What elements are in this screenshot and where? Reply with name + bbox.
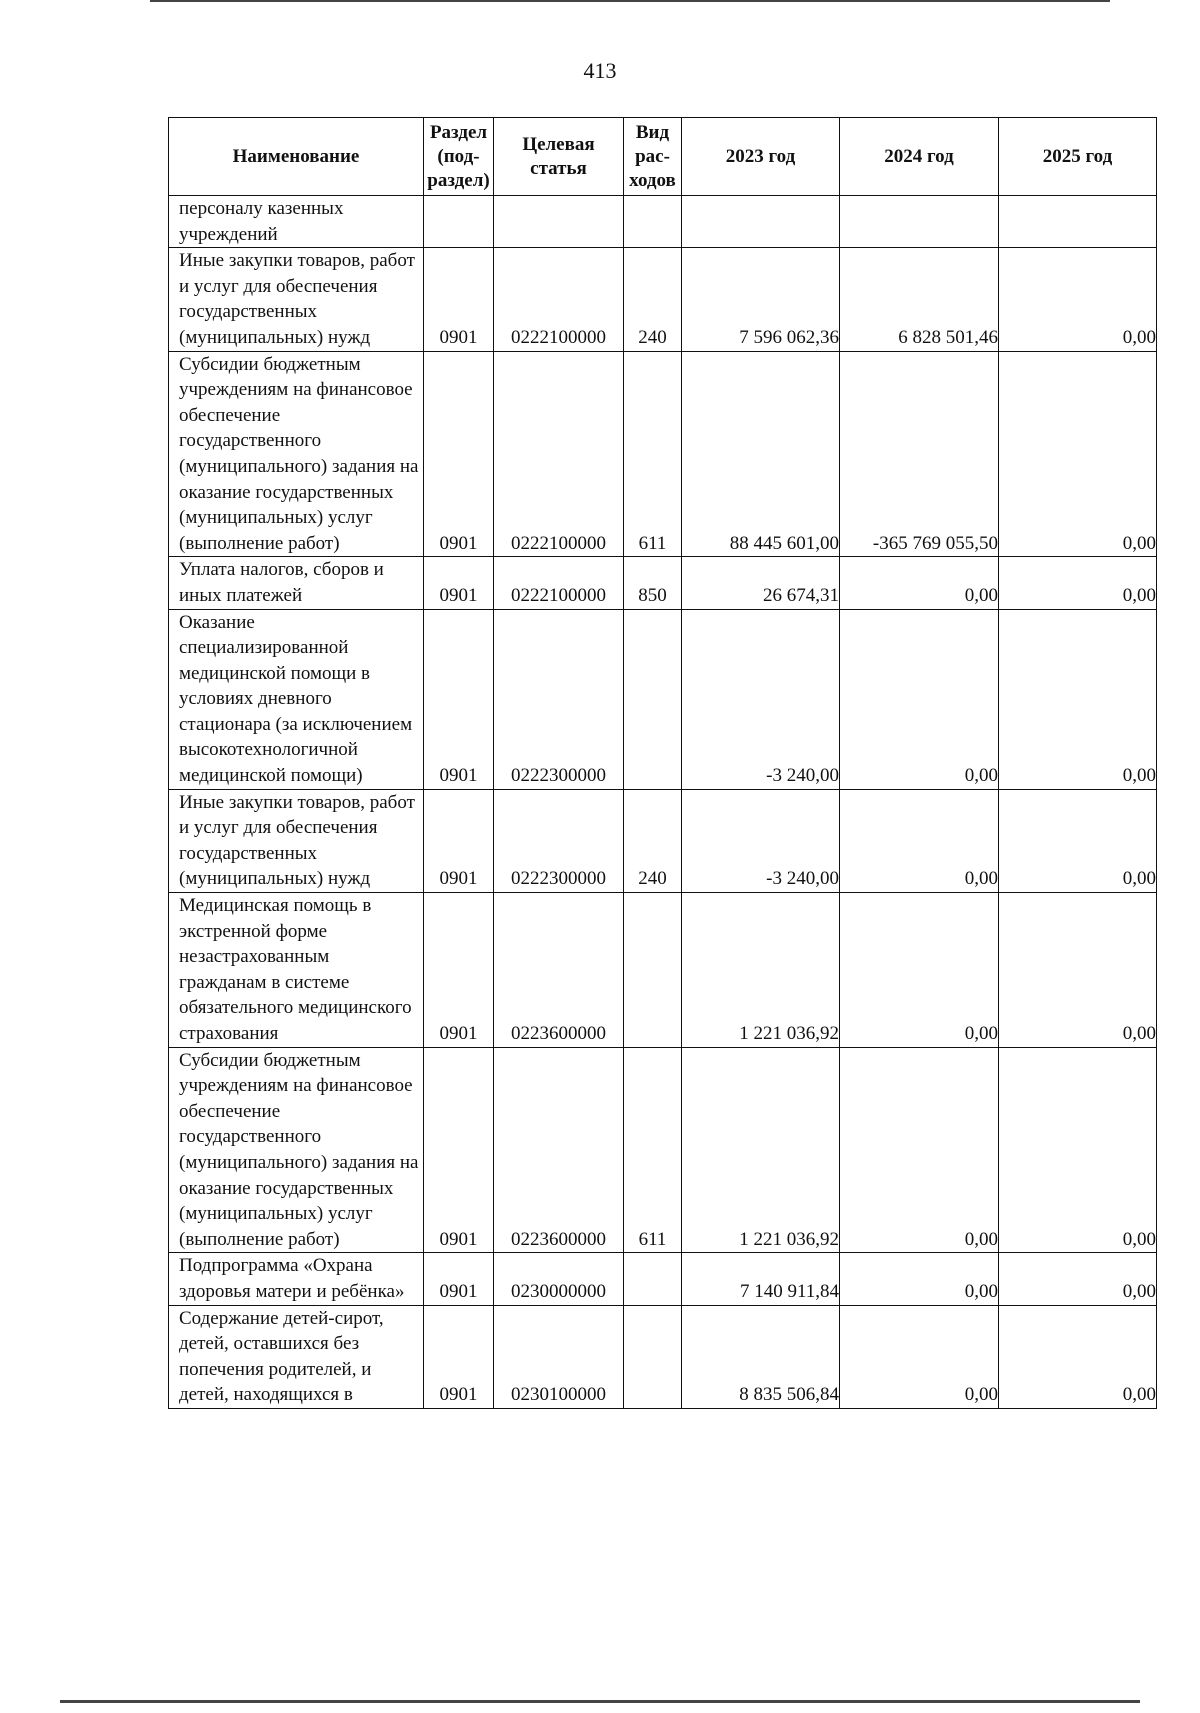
row-target <box>494 196 624 248</box>
row-name: Субсидии бюджетным учреждениям на финансовое обеспечение государственного (муниципального) задания на оказание государственных (муниципальных) услуг (выполнение работ) <box>169 1047 424 1253</box>
header-kind: Вид рас-ходов <box>624 118 682 196</box>
row-kind <box>624 196 682 248</box>
row-kind: 850 <box>624 557 682 609</box>
row-name: Субсидии бюджетным учреждениям на финансовое обеспечение государственного (муниципального) задания на оказание государственных (муниципальных) услуг (выполнение работ) <box>169 351 424 557</box>
row-2024 <box>840 196 999 248</box>
row-2024: 0,00 <box>840 1253 999 1305</box>
table-row <box>169 196 1157 248</box>
row-name: Содержание детей-сирот, детей, оставшихся без попечения родителей, и детей, находящихся в <box>169 1305 424 1408</box>
row-2023: -3 240,00 <box>682 609 840 789</box>
row-section: 0901 <box>424 248 494 351</box>
row-2024: 0,00 <box>840 789 999 892</box>
row-kind: 240 <box>624 789 682 892</box>
row-kind <box>624 893 682 1048</box>
row-2024: 0,00 <box>840 609 999 789</box>
header-name: Наименование <box>169 118 424 196</box>
table-row <box>169 248 1157 351</box>
scan-edge-bottom <box>60 1700 1140 1703</box>
row-section: 0901 <box>424 1047 494 1253</box>
row-target: 0222100000 <box>494 351 624 557</box>
row-name: Иные закупки товаров, работ и услуг для обеспечения государственных (муниципальных) нужд <box>169 248 424 351</box>
row-target: 0223600000 <box>494 1047 624 1253</box>
row-kind <box>624 1253 682 1305</box>
row-kind: 240 <box>624 248 682 351</box>
header-2025: 2025 год <box>999 118 1157 196</box>
header-2024: 2024 год <box>840 118 999 196</box>
row-2025: 0,00 <box>999 351 1157 557</box>
row-2025: 0,00 <box>999 557 1157 609</box>
row-2024: 0,00 <box>840 557 999 609</box>
row-name: Подпрограмма «Охрана здоровья матери и ребёнка» <box>169 1253 424 1305</box>
row-target: 0222100000 <box>494 248 624 351</box>
header-2023: 2023 год <box>682 118 840 196</box>
row-section: 0901 <box>424 893 494 1048</box>
row-section <box>424 196 494 248</box>
row-name: Уплата налогов, сборов и иных платежей <box>169 557 424 609</box>
row-2025: 0,00 <box>999 789 1157 892</box>
row-target: 0222300000 <box>494 609 624 789</box>
row-2023: -3 240,00 <box>682 789 840 892</box>
row-2024: -365 769 055,50 <box>840 351 999 557</box>
scan-edge-top <box>150 0 1110 2</box>
table-row <box>169 1305 1157 1408</box>
row-2023: 1 221 036,92 <box>682 893 840 1048</box>
row-2023 <box>682 196 840 248</box>
row-kind <box>624 609 682 789</box>
header-target: Целевая статья <box>494 118 624 196</box>
row-kind: 611 <box>624 351 682 557</box>
row-name: Иные закупки товаров, работ и услуг для обеспечения государственных (муниципальных) нужд <box>169 789 424 892</box>
row-name: Оказание специализированной медицинской помощи в условиях дневного стационара (за исключением высокотехнологичной медицинской помощи) <box>169 609 424 789</box>
table-row <box>169 1253 1157 1305</box>
row-2025: 0,00 <box>999 893 1157 1048</box>
row-2025: 0,00 <box>999 248 1157 351</box>
table-row <box>169 789 1157 892</box>
row-2023: 7 596 062,36 <box>682 248 840 351</box>
row-2025: 0,00 <box>999 1253 1157 1305</box>
row-section: 0901 <box>424 1253 494 1305</box>
row-target: 0222100000 <box>494 557 624 609</box>
row-name: персоналу казенных учреждений <box>169 196 424 248</box>
row-2024: 0,00 <box>840 893 999 1048</box>
table-row <box>169 557 1157 609</box>
row-kind <box>624 1305 682 1408</box>
row-target: 0230000000 <box>494 1253 624 1305</box>
row-2023: 7 140 911,84 <box>682 1253 840 1305</box>
row-2025: 0,00 <box>999 609 1157 789</box>
row-target: 0222300000 <box>494 789 624 892</box>
table-row <box>169 351 1157 557</box>
row-2023: 26 674,31 <box>682 557 840 609</box>
page-number: 413 <box>583 58 617 83</box>
row-2025 <box>999 196 1157 248</box>
row-2025: 0,00 <box>999 1047 1157 1253</box>
row-2023: 88 445 601,00 <box>682 351 840 557</box>
header-section: Раздел (под-раздел) <box>424 118 494 196</box>
row-2025: 0,00 <box>999 1305 1157 1408</box>
table-row <box>169 609 1157 789</box>
row-section: 0901 <box>424 609 494 789</box>
row-2023: 1 221 036,92 <box>682 1047 840 1253</box>
table-row <box>169 893 1157 1048</box>
row-section: 0901 <box>424 1305 494 1408</box>
row-section: 0901 <box>424 351 494 557</box>
row-section: 0901 <box>424 789 494 892</box>
row-2024: 0,00 <box>840 1047 999 1253</box>
row-kind: 611 <box>624 1047 682 1253</box>
row-2023: 8 835 506,84 <box>682 1305 840 1408</box>
row-target: 0230100000 <box>494 1305 624 1408</box>
row-section: 0901 <box>424 557 494 609</box>
budget-table <box>168 117 1157 1409</box>
row-2024: 6 828 501,46 <box>840 248 999 351</box>
row-target: 0223600000 <box>494 893 624 1048</box>
row-2024: 0,00 <box>840 1305 999 1408</box>
table-header-row <box>169 118 1157 196</box>
table-row <box>169 1047 1157 1253</box>
row-name: Медицинская помощь в экстренной форме незастрахованным гражданам в системе обязательного медицинского страхования <box>169 893 424 1048</box>
